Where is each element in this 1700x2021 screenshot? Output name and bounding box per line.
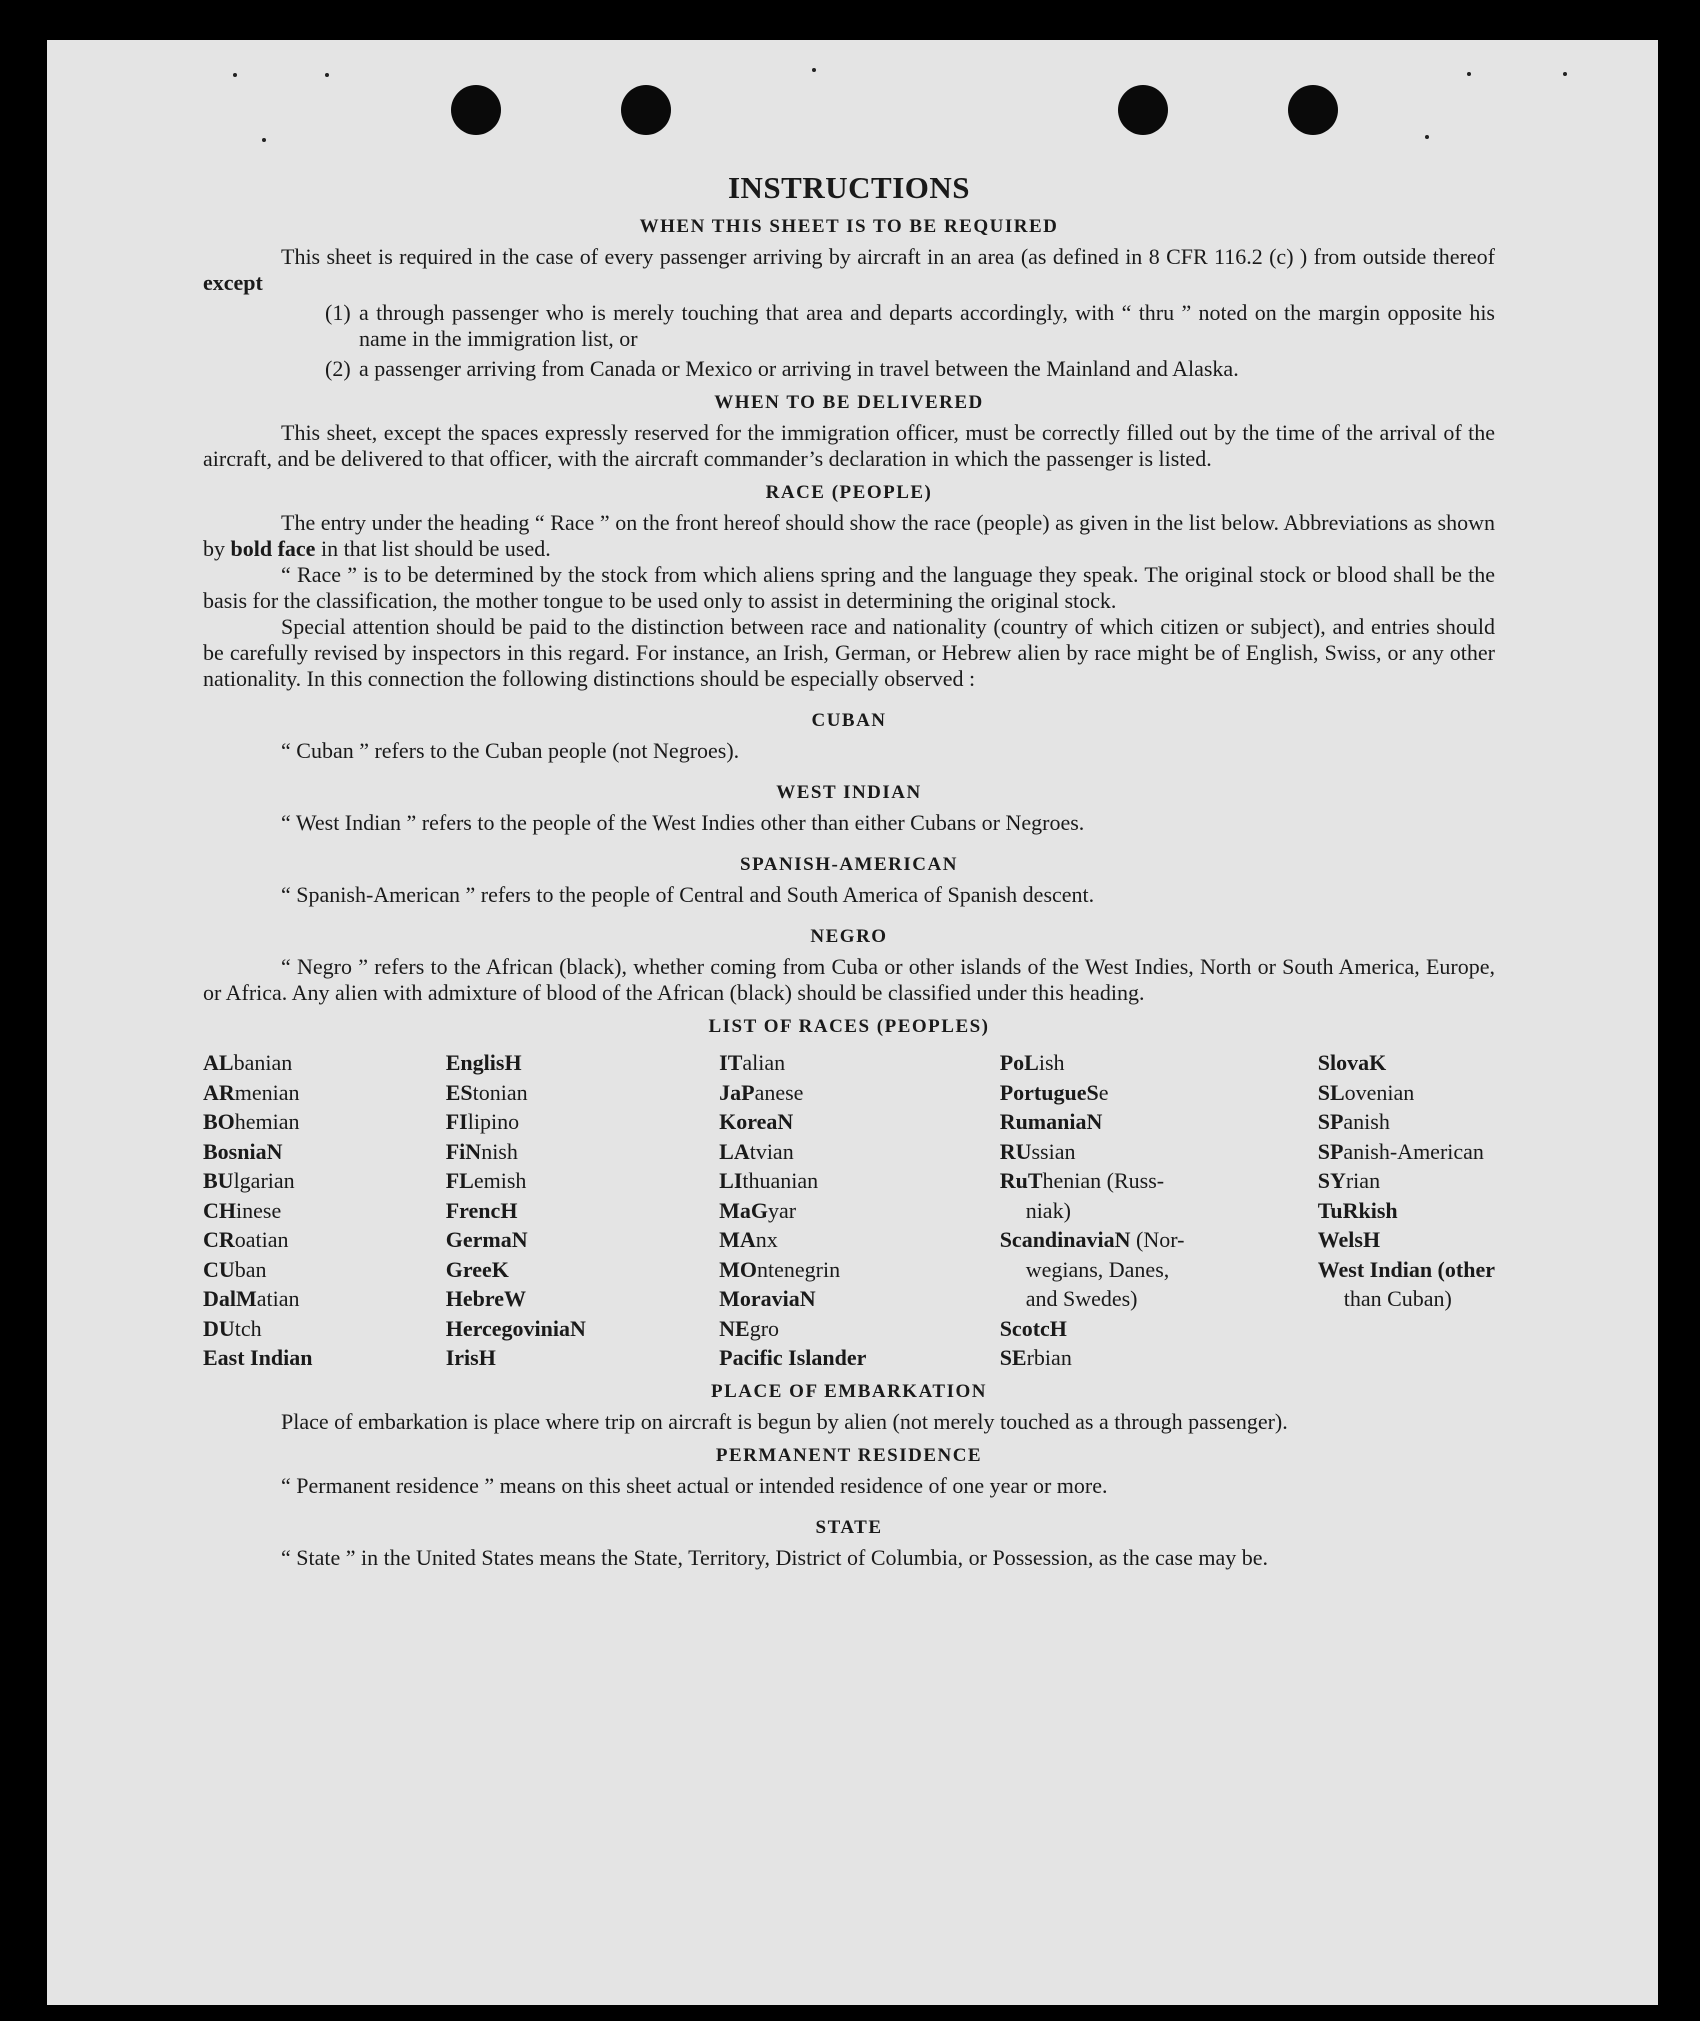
section-heading: WEST INDIAN — [776, 782, 922, 803]
race-entry: RumaniaN — [999, 1109, 1103, 1134]
race-entry: JaPanese — [719, 1079, 804, 1105]
race-entry: PoLish — [999, 1050, 1065, 1075]
race-column — [203, 1048, 312, 1373]
section-heading: WHEN THIS SHEET IS TO BE REQUIRED — [639, 216, 1059, 237]
race-entry: ScotcH — [999, 1315, 1067, 1341]
race-entry: CUban — [203, 1256, 267, 1282]
item-text: a passenger arriving from Canada or Mexico or arriving in travel between the Mainland and Alaska. — [359, 356, 1239, 381]
paragraph: Place of embarkation is place where trip on aircraft is begun by alien (not merely touched as a through passenger). — [281, 1408, 1288, 1434]
race-entry: BosniaN — [203, 1138, 283, 1164]
speck — [1563, 72, 1567, 76]
race-entry: NEgro — [719, 1315, 780, 1341]
paragraph: “ Spanish-American ” refers to the people of Central and South America of Spanish descent. — [281, 882, 1095, 907]
race-entry: HebreW — [445, 1286, 526, 1311]
punch-hole — [1118, 85, 1168, 135]
paragraph: This sheet, except the spaces expressly reserved for the immigration officer, must be correctly filled out by the time of the arrival of the aircraft, and be delivered to that officer, with the aircraft commander’s declaration in which the passenger is listed. — [203, 420, 1495, 471]
race-entry: IrisH — [445, 1345, 496, 1370]
races-list — [203, 1048, 1495, 1373]
paragraph: “ Race ” is to be determined by the stock from which aliens spring and the language they speak. The original stock or blood shall be the basis for the classification, the mother tongue to be used only to assist in determining the original stock. — [203, 562, 1495, 613]
race-entry: FLemish — [445, 1168, 527, 1193]
paragraph: “ Negro ” refers to the African (black), whether coming from Cuba or other islands of the West Indies, North or South America, Europe, or Africa. Any alien with admixture of blood of the African (black) should be classified under this heading. — [203, 954, 1495, 1005]
section-heading: NEGRO — [810, 926, 888, 947]
race-entry: SYrian — [1317, 1168, 1381, 1193]
race-entry: FiNnish — [445, 1138, 518, 1164]
race-entry: WelsH — [1317, 1227, 1381, 1252]
race-entry: EStonian — [445, 1079, 528, 1105]
paragraph: Special attention should be paid to the distinction between race and nationality (country of which citizen or subject), and entries should be carefully revised by inspectors in this regard. For instance, an Irish, German, or Hebrew alien by race might be of English, Swiss, or any other nationality. In this connection the following distinctions should be especially observed : — [203, 614, 1495, 691]
race-entry: HercegoviniaN — [445, 1315, 586, 1341]
race-entry: DUtch — [203, 1315, 262, 1341]
item-text: a through passenger who is merely touching that area and departs accordingly, with “ thru ” noted on the margin opposite his name in the immigration list, or — [359, 300, 1495, 351]
race-entry: MoraviaN — [719, 1286, 816, 1311]
race-entry: SErbian — [999, 1345, 1072, 1370]
race-entry: ARmenian — [203, 1079, 300, 1105]
race-column — [719, 1048, 866, 1373]
race-entry: CRoatian — [203, 1227, 289, 1252]
list-item — [203, 300, 1495, 352]
race-entry: East Indian — [203, 1345, 313, 1370]
paragraph: “ Permanent residence ” means on this sheet actual or intended residence of one year or more. — [281, 1472, 1108, 1498]
paragraph: This sheet is required in the case of every passenger arriving by aircraft in an area (as defined in 8 CFR 116.2 (c) ) from outside thereof except — [203, 244, 1495, 295]
speck — [325, 73, 329, 77]
race-entry: GreeK — [445, 1256, 509, 1282]
race-entry: ITalian — [719, 1050, 786, 1075]
punch-hole — [1288, 85, 1338, 135]
race-entry: ALbanian — [203, 1050, 293, 1075]
section-heading: RACE (PEOPLE) — [765, 482, 933, 503]
race-entry: RUssian — [999, 1138, 1076, 1164]
item-number: (1) — [325, 300, 351, 325]
race-entry: EnglisH — [445, 1050, 522, 1075]
section-heading: PLACE OF EMBARKATION — [711, 1380, 987, 1402]
race-entry: ScandinaviaN (Nor- wegians, Danes, and Swedes) — [999, 1227, 1185, 1311]
section-heading: PERMANENT RESIDENCE — [715, 1444, 983, 1466]
speck — [233, 73, 237, 77]
race-entry: GermaN — [445, 1227, 528, 1252]
punch-hole — [451, 85, 501, 135]
race-entry: SPanish — [1317, 1109, 1390, 1134]
race-entry: KoreaN — [719, 1109, 794, 1134]
paragraph: “ Cuban ” refers to the Cuban people (not Negroes). — [281, 738, 740, 763]
page-title: INSTRUCTIONS — [727, 170, 970, 205]
section-heading: LIST OF RACES (PEOPLES) — [708, 1016, 990, 1037]
race-entry: MAnx — [719, 1227, 778, 1252]
race-column — [1318, 1048, 1495, 1373]
document-page — [47, 40, 1658, 2005]
race-column — [1000, 1048, 1185, 1373]
race-entry: SLovenian — [1317, 1079, 1415, 1105]
speck — [1425, 135, 1429, 139]
section-heading: CUBAN — [811, 710, 887, 731]
punch-hole — [621, 85, 671, 135]
race-entry: CHinese — [203, 1197, 282, 1223]
item-number: (2) — [325, 356, 351, 381]
race-entry: SPanish-American — [1317, 1138, 1484, 1164]
race-entry: MaGyar — [719, 1197, 797, 1223]
speck — [812, 68, 816, 72]
paragraph: “ State ” in the United States means the State, Territory, District of Columbia, or Possession, as the case may be. — [281, 1544, 1269, 1570]
race-entry: DalMatian — [203, 1286, 300, 1311]
race-entry: Pacific Islander — [719, 1345, 867, 1370]
race-entry: BUlgarian — [203, 1168, 295, 1193]
paragraph: “ West Indian ” refers to the people of the West Indies other than either Cubans or Negroes. — [281, 810, 1085, 835]
race-entry: RuThenian (Russ- niak) — [999, 1168, 1165, 1223]
race-entry: PortugueSe — [999, 1079, 1109, 1105]
race-entry: TuRkish — [1317, 1197, 1398, 1223]
race-entry: FIlipino — [445, 1109, 520, 1134]
list-item — [203, 356, 1495, 382]
race-entry: MOntenegrin — [719, 1256, 841, 1282]
race-entry: West Indian (other than Cuban) — [1317, 1256, 1495, 1311]
instructions-content — [203, 170, 1495, 1571]
race-entry: SlovaK — [1317, 1050, 1387, 1075]
race-entry: LIthuanian — [719, 1168, 819, 1193]
speck — [1467, 72, 1471, 76]
speck — [262, 138, 266, 142]
race-entry: FrencH — [445, 1197, 518, 1223]
paragraph: The entry under the heading “ Race ” on the front hereof should show the race (people) as given in the list below. Abbreviations as shown by bold face in that list should be used. — [203, 510, 1495, 561]
race-column — [446, 1048, 586, 1373]
race-entry: BOhemian — [203, 1109, 300, 1134]
race-entry: LAtvian — [719, 1138, 794, 1164]
section-heading: STATE — [815, 1516, 883, 1538]
section-heading: WHEN TO BE DELIVERED — [714, 392, 984, 413]
section-heading: SPANISH-AMERICAN — [740, 854, 958, 875]
